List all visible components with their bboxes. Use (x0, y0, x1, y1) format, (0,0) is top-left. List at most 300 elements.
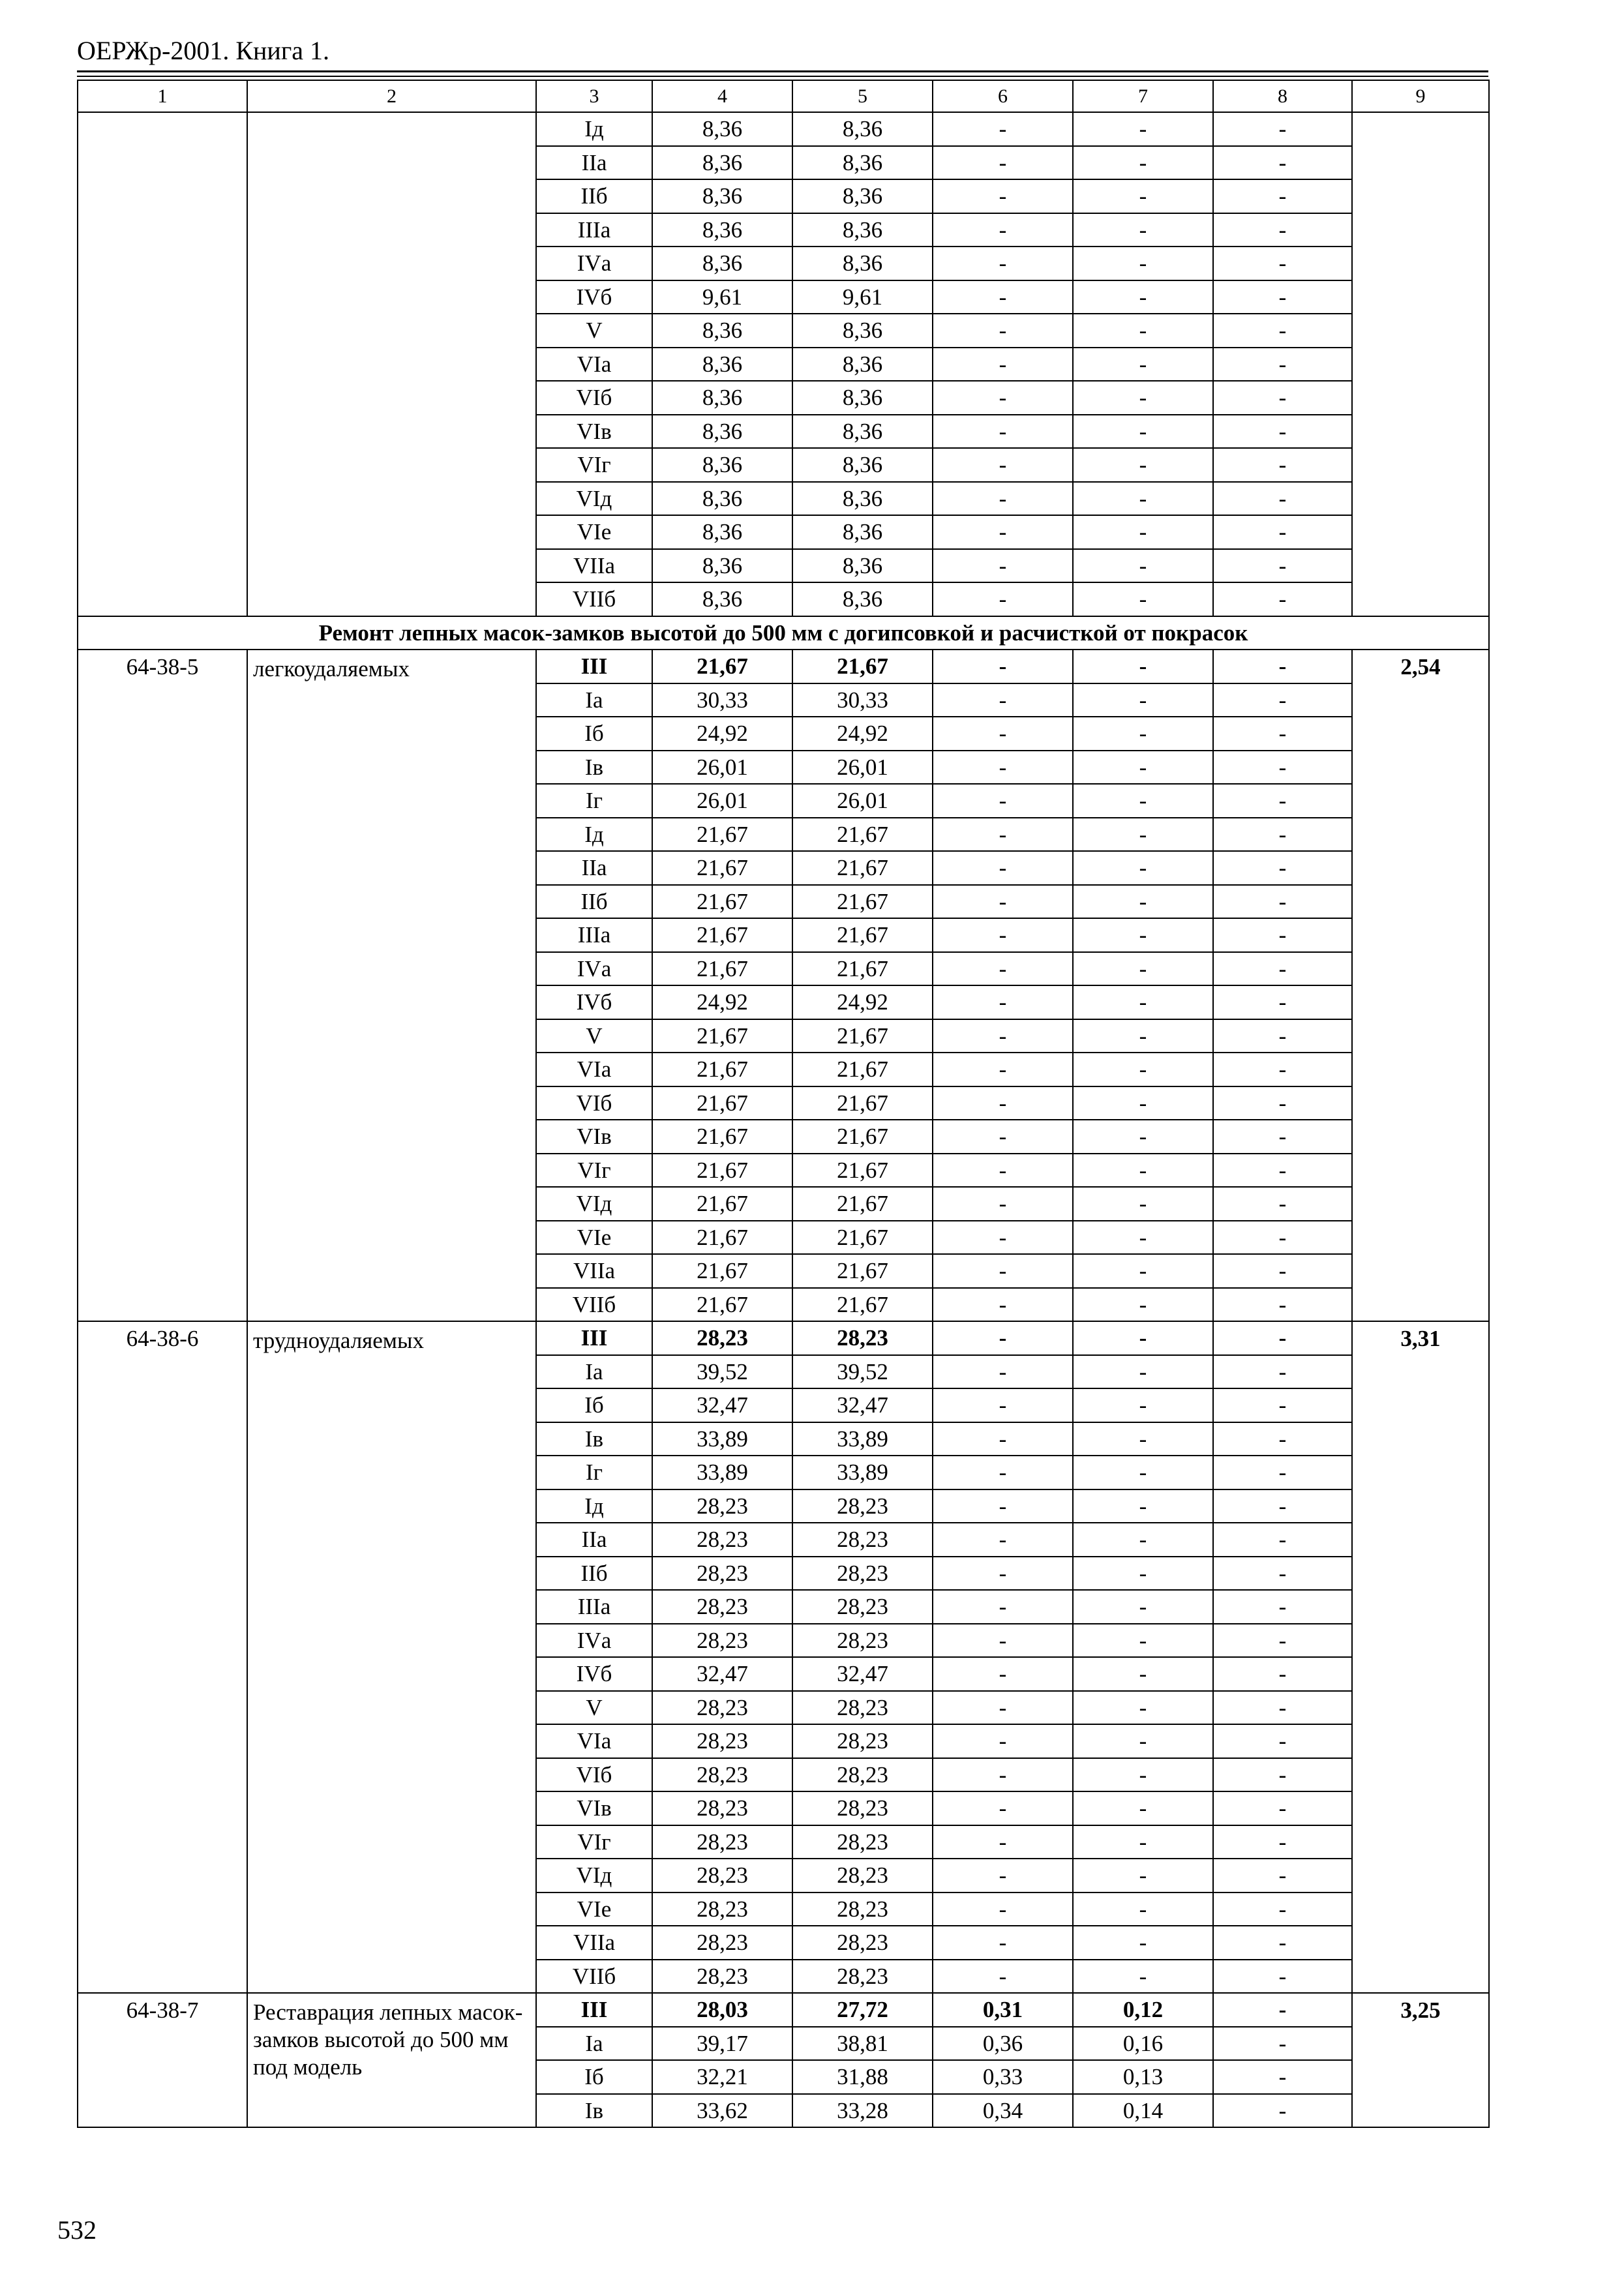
region-cell: Iа (536, 683, 652, 717)
col4-cell: 21,67 (652, 1019, 792, 1053)
col8-cell: - (1213, 650, 1352, 683)
col7-cell: - (1073, 1557, 1213, 1591)
col6-cell: - (933, 650, 1073, 683)
col5-cell: 21,67 (792, 1221, 933, 1255)
section-title: Ремонт лепных масок-замков высотой до 500 мм с догипсовкой и расчисткой от покрасок (78, 616, 1489, 650)
rates-table (77, 80, 1490, 2128)
col5-cell: 28,23 (792, 1859, 933, 1893)
col6-cell: - (933, 1154, 1073, 1188)
col8-cell: - (1213, 2027, 1352, 2061)
col8-cell: - (1213, 482, 1352, 516)
region-cell: V (536, 1019, 652, 1053)
col5-cell: 21,67 (792, 1019, 933, 1053)
region-cell: IIа (536, 851, 652, 885)
col7-cell: - (1073, 1523, 1213, 1557)
col4-cell: 33,89 (652, 1422, 792, 1456)
col5-cell: 21,67 (792, 851, 933, 885)
region-cell: VIг (536, 1154, 652, 1188)
entry-col9-value: 2,54 (1352, 650, 1489, 1321)
col8-cell: - (1213, 1523, 1352, 1557)
col7-cell: - (1073, 885, 1213, 919)
col7-cell: - (1073, 582, 1213, 616)
col8-cell: - (1213, 952, 1352, 986)
region-cell: VIв (536, 415, 652, 449)
col8-cell: - (1213, 1859, 1352, 1893)
col6-cell: - (933, 1053, 1073, 1086)
col6-cell: - (933, 1960, 1073, 1994)
region-cell: VIе (536, 1221, 652, 1255)
col8-cell: - (1213, 1321, 1352, 1355)
col5-cell: 26,01 (792, 751, 933, 785)
col8-cell: - (1213, 1926, 1352, 1960)
col7-cell: - (1073, 448, 1213, 482)
col5-cell: 8,36 (792, 112, 933, 146)
region-cell: V (536, 314, 652, 348)
col6-cell: - (933, 1624, 1073, 1658)
col8-cell: - (1213, 146, 1352, 180)
col5-cell: 28,23 (792, 1624, 933, 1658)
col7-cell: - (1073, 751, 1213, 785)
region-cell: IVб (536, 1657, 652, 1691)
col8-cell: - (1213, 2060, 1352, 2094)
col7-cell: - (1073, 818, 1213, 852)
col5-cell: 21,67 (792, 1120, 933, 1154)
column-number: 2 (247, 80, 536, 112)
col8-cell: - (1213, 1053, 1352, 1086)
col4-cell: 21,67 (652, 1120, 792, 1154)
col7-cell: - (1073, 1053, 1213, 1086)
col8-cell: - (1213, 1388, 1352, 1422)
col6-cell: - (933, 549, 1073, 583)
col6-cell: - (933, 952, 1073, 986)
col5-cell: 38,81 (792, 2027, 933, 2061)
region-cell: VIд (536, 482, 652, 516)
col7-cell: - (1073, 247, 1213, 280)
col7-cell: - (1073, 1355, 1213, 1389)
col7-cell: - (1073, 952, 1213, 986)
col6-cell: - (933, 1019, 1073, 1053)
col4-cell: 21,67 (652, 1288, 792, 1322)
col7-cell: - (1073, 1657, 1213, 1691)
col8-cell: - (1213, 1758, 1352, 1792)
col5-cell: 28,23 (792, 1590, 933, 1624)
col8-cell: - (1213, 1154, 1352, 1188)
column-number: 9 (1352, 80, 1489, 112)
col5-cell: 27,72 (792, 1993, 933, 2027)
col8-cell: - (1213, 1120, 1352, 1154)
col6-cell: - (933, 112, 1073, 146)
col8-cell: - (1213, 918, 1352, 952)
col4-cell: 8,36 (652, 515, 792, 549)
col5-cell: 28,23 (792, 1489, 933, 1523)
col8-cell: - (1213, 683, 1352, 717)
region-cell: Iб (536, 717, 652, 751)
col6-cell: - (933, 1825, 1073, 1859)
col4-cell: 28,23 (652, 1791, 792, 1825)
rates-table-body (78, 80, 1489, 2127)
col6-cell: - (933, 348, 1073, 382)
col4-cell: 8,36 (652, 213, 792, 247)
col5-cell: 8,36 (792, 348, 933, 382)
region-cell: Iд (536, 818, 652, 852)
page-number: 532 (57, 2215, 97, 2245)
col7-cell: - (1073, 1321, 1213, 1355)
col7-cell: - (1073, 314, 1213, 348)
col7-cell: - (1073, 1221, 1213, 1255)
region-cell: IIIа (536, 213, 652, 247)
col4-cell: 28,23 (652, 1825, 792, 1859)
region-cell: VIIа (536, 1926, 652, 1960)
region-cell: VIд (536, 1859, 652, 1893)
region-cell: IVа (536, 952, 652, 986)
col7-cell: - (1073, 1825, 1213, 1859)
col7-cell: - (1073, 1456, 1213, 1489)
region-cell: Iв (536, 1422, 652, 1456)
col7-cell: - (1073, 717, 1213, 751)
col6-cell: - (933, 448, 1073, 482)
col8-cell: - (1213, 851, 1352, 885)
col6-cell: - (933, 247, 1073, 280)
col5-cell: 8,36 (792, 415, 933, 449)
col5-cell: 21,67 (792, 885, 933, 919)
col8-cell: - (1213, 1657, 1352, 1691)
region-cell: Iд (536, 112, 652, 146)
region-cell: VIа (536, 1053, 652, 1086)
col5-cell: 24,92 (792, 717, 933, 751)
col6-cell: - (933, 213, 1073, 247)
col4-cell: 28,23 (652, 1489, 792, 1523)
col8-cell: - (1213, 1288, 1352, 1322)
col7-cell: - (1073, 1489, 1213, 1523)
col6-cell: - (933, 683, 1073, 717)
col6-cell: - (933, 1321, 1073, 1355)
col7-cell: - (1073, 1086, 1213, 1120)
col6-cell: - (933, 1254, 1073, 1288)
col6-cell: - (933, 415, 1073, 449)
col4-cell: 28,23 (652, 1960, 792, 1994)
col4-cell: 32,21 (652, 2060, 792, 2094)
region-cell: VIв (536, 1120, 652, 1154)
col4-cell: 21,67 (652, 918, 792, 952)
col6-cell: - (933, 1187, 1073, 1221)
col5-cell: 8,36 (792, 314, 933, 348)
col5-cell: 26,01 (792, 784, 933, 818)
col4-cell: 28,23 (652, 1691, 792, 1725)
col5-cell: 28,23 (792, 1321, 933, 1355)
col7-cell: - (1073, 280, 1213, 314)
header-rule-thin (77, 76, 1488, 77)
col6-cell: - (933, 1557, 1073, 1591)
col8-cell: - (1213, 1221, 1352, 1255)
col7-cell: 0,13 (1073, 2060, 1213, 2094)
col5-cell: 31,88 (792, 2060, 933, 2094)
col7-cell: - (1073, 1590, 1213, 1624)
col5-cell: 28,23 (792, 1691, 933, 1725)
col7-cell: - (1073, 1791, 1213, 1825)
col7-cell: - (1073, 1691, 1213, 1725)
col8-cell: - (1213, 784, 1352, 818)
col8-cell: - (1213, 717, 1352, 751)
region-cell: Iв (536, 751, 652, 785)
col4-cell: 21,67 (652, 1221, 792, 1255)
region-cell: IVа (536, 1624, 652, 1658)
col6-cell: - (933, 280, 1073, 314)
column-number-row (78, 80, 1489, 112)
col5-cell: 24,92 (792, 985, 933, 1019)
col4-cell: 8,36 (652, 415, 792, 449)
col7-cell: - (1073, 1859, 1213, 1893)
col5-cell: 28,23 (792, 1926, 933, 1960)
col5-cell: 33,89 (792, 1456, 933, 1489)
col6-cell: - (933, 751, 1073, 785)
col5-cell: 39,52 (792, 1355, 933, 1389)
col6-cell: - (933, 1893, 1073, 1926)
region-cell: III (536, 1993, 652, 2027)
region-cell: VIIб (536, 1288, 652, 1322)
col5-cell: 8,36 (792, 448, 933, 482)
col8-cell: - (1213, 213, 1352, 247)
col8-cell: - (1213, 415, 1352, 449)
col7-cell: - (1073, 985, 1213, 1019)
region-cell: VIг (536, 1825, 652, 1859)
column-number: 4 (652, 80, 792, 112)
region-cell: Iб (536, 1388, 652, 1422)
col8-cell: - (1213, 112, 1352, 146)
col4-cell: 26,01 (652, 751, 792, 785)
col8-cell: - (1213, 1893, 1352, 1926)
col4-cell: 28,23 (652, 1893, 792, 1926)
col5-cell: 8,36 (792, 549, 933, 583)
col4-cell: 39,17 (652, 2027, 792, 2061)
col4-cell: 28,23 (652, 1859, 792, 1893)
col5-cell: 8,36 (792, 381, 933, 415)
col5-cell: 8,36 (792, 515, 933, 549)
col8-cell: - (1213, 515, 1352, 549)
col4-cell: 9,61 (652, 280, 792, 314)
col4-cell: 28,03 (652, 1993, 792, 2027)
table-row (78, 650, 1489, 683)
col8-cell: - (1213, 280, 1352, 314)
col4-cell: 21,67 (652, 952, 792, 986)
col7-cell: - (1073, 683, 1213, 717)
region-cell: VIв (536, 1791, 652, 1825)
col8-cell: - (1213, 448, 1352, 482)
col7-cell: - (1073, 1187, 1213, 1221)
region-cell: III (536, 1321, 652, 1355)
section-title-row (78, 616, 1489, 650)
col6-cell: 0,34 (933, 2094, 1073, 2128)
col6-cell: - (933, 818, 1073, 852)
code-cell (78, 112, 247, 616)
col4-cell: 28,23 (652, 1523, 792, 1557)
region-cell: Iг (536, 1456, 652, 1489)
col4-cell: 8,36 (652, 179, 792, 213)
col7-cell: - (1073, 146, 1213, 180)
col6-cell: - (933, 381, 1073, 415)
col7-cell: - (1073, 650, 1213, 683)
col4-cell: 8,36 (652, 381, 792, 415)
col5-cell: 8,36 (792, 146, 933, 180)
col5-cell: 28,23 (792, 1523, 933, 1557)
col5-cell: 28,23 (792, 1557, 933, 1591)
col8-cell: - (1213, 985, 1352, 1019)
col6-cell: - (933, 1724, 1073, 1758)
region-cell: IVб (536, 985, 652, 1019)
col7-cell: 0,16 (1073, 2027, 1213, 2061)
name-cell (247, 112, 536, 616)
col7-cell: 0,14 (1073, 2094, 1213, 2128)
col6-cell: - (933, 1086, 1073, 1120)
region-cell: IIб (536, 179, 652, 213)
col5-cell: 8,36 (792, 582, 933, 616)
entry-name: легкоудаляемых (247, 650, 536, 1321)
col4-cell: 21,67 (652, 1254, 792, 1288)
region-cell: III (536, 650, 652, 683)
col6-cell: - (933, 1926, 1073, 1960)
col5-cell: 21,67 (792, 1187, 933, 1221)
col4-cell: 21,67 (652, 1086, 792, 1120)
col7-cell: - (1073, 1120, 1213, 1154)
column-number: 1 (78, 80, 247, 112)
col6-cell: - (933, 885, 1073, 919)
region-cell: VIг (536, 448, 652, 482)
region-cell: VIIа (536, 549, 652, 583)
col7-cell: - (1073, 1254, 1213, 1288)
col6-cell: - (933, 1590, 1073, 1624)
col4-cell: 28,23 (652, 1724, 792, 1758)
col4-cell: 30,33 (652, 683, 792, 717)
col8-cell: - (1213, 1187, 1352, 1221)
col4-cell: 24,92 (652, 717, 792, 751)
region-cell: Iб (536, 2060, 652, 2094)
region-cell: IIа (536, 146, 652, 180)
col8-cell: - (1213, 1086, 1352, 1120)
region-cell: Iа (536, 1355, 652, 1389)
col6-cell: - (933, 918, 1073, 952)
col4-cell: 8,36 (652, 247, 792, 280)
col7-cell: - (1073, 515, 1213, 549)
col7-cell: - (1073, 112, 1213, 146)
col5-cell: 21,67 (792, 1053, 933, 1086)
col4-cell: 32,47 (652, 1657, 792, 1691)
col9-cell (1352, 112, 1489, 616)
col7-cell: - (1073, 918, 1213, 952)
col6-cell: 0,31 (933, 1993, 1073, 2027)
col6-cell: - (933, 1388, 1073, 1422)
col8-cell: - (1213, 1355, 1352, 1389)
col7-cell: - (1073, 213, 1213, 247)
col6-cell: - (933, 314, 1073, 348)
region-cell: Iг (536, 784, 652, 818)
col5-cell: 28,23 (792, 1825, 933, 1859)
region-cell: VIд (536, 1187, 652, 1221)
col8-cell: - (1213, 1825, 1352, 1859)
col4-cell: 21,67 (652, 650, 792, 683)
region-cell: VIе (536, 515, 652, 549)
col7-cell: - (1073, 1154, 1213, 1188)
col6-cell: 0,36 (933, 2027, 1073, 2061)
col7-cell: - (1073, 784, 1213, 818)
column-number: 5 (792, 80, 933, 112)
column-number: 8 (1213, 80, 1352, 112)
col6-cell: - (933, 146, 1073, 180)
col7-cell: - (1073, 1019, 1213, 1053)
entry-code: 64-38-7 (78, 1993, 247, 2127)
region-cell: IIIа (536, 918, 652, 952)
col6-cell: - (933, 515, 1073, 549)
region-cell: VIIб (536, 1960, 652, 1994)
column-number: 3 (536, 80, 652, 112)
region-cell: VIб (536, 1758, 652, 1792)
column-number: 7 (1073, 80, 1213, 112)
col8-cell: - (1213, 1557, 1352, 1591)
region-cell: VIIа (536, 1254, 652, 1288)
col6-cell: - (933, 582, 1073, 616)
col8-cell: - (1213, 1254, 1352, 1288)
table-row (78, 112, 1489, 146)
col6-cell: - (933, 179, 1073, 213)
col6-cell: - (933, 717, 1073, 751)
entry-name: трудноудаляемых (247, 1321, 536, 1993)
region-cell: IIб (536, 1557, 652, 1591)
col5-cell: 33,28 (792, 2094, 933, 2128)
region-cell: IVа (536, 247, 652, 280)
col5-cell: 21,67 (792, 818, 933, 852)
col6-cell: - (933, 1489, 1073, 1523)
col4-cell: 8,36 (652, 582, 792, 616)
col6-cell: - (933, 1758, 1073, 1792)
entry-col9-value: 3,25 (1352, 1993, 1489, 2127)
col6-cell: 0,33 (933, 2060, 1073, 2094)
col5-cell: 21,67 (792, 918, 933, 952)
col7-cell: - (1073, 1960, 1213, 1994)
col4-cell: 28,23 (652, 1926, 792, 1960)
col4-cell: 21,67 (652, 1187, 792, 1221)
region-cell: IIIа (536, 1590, 652, 1624)
col7-cell: - (1073, 482, 1213, 516)
col8-cell: - (1213, 582, 1352, 616)
region-cell: Iв (536, 2094, 652, 2128)
col8-cell: - (1213, 381, 1352, 415)
col4-cell: 28,23 (652, 1557, 792, 1591)
col8-cell: - (1213, 885, 1352, 919)
col4-cell: 21,67 (652, 885, 792, 919)
col4-cell: 8,36 (652, 549, 792, 583)
col7-cell: - (1073, 179, 1213, 213)
col8-cell: - (1213, 1993, 1352, 2027)
col8-cell: - (1213, 1960, 1352, 1994)
col7-cell: - (1073, 348, 1213, 382)
col4-cell: 33,62 (652, 2094, 792, 2128)
col5-cell: 21,67 (792, 952, 933, 986)
col6-cell: - (933, 1221, 1073, 1255)
col6-cell: - (933, 1355, 1073, 1389)
col7-cell: 0,12 (1073, 1993, 1213, 2027)
col6-cell: - (933, 482, 1073, 516)
col8-cell: - (1213, 1624, 1352, 1658)
col8-cell: - (1213, 1019, 1352, 1053)
col5-cell: 21,67 (792, 1086, 933, 1120)
header-rule-thick (77, 70, 1488, 72)
col4-cell: 28,23 (652, 1321, 792, 1355)
col6-cell: - (933, 1791, 1073, 1825)
col6-cell: - (933, 1288, 1073, 1322)
col6-cell: - (933, 985, 1073, 1019)
col8-cell: - (1213, 1791, 1352, 1825)
col4-cell: 32,47 (652, 1388, 792, 1422)
col7-cell: - (1073, 549, 1213, 583)
col6-cell: - (933, 1120, 1073, 1154)
